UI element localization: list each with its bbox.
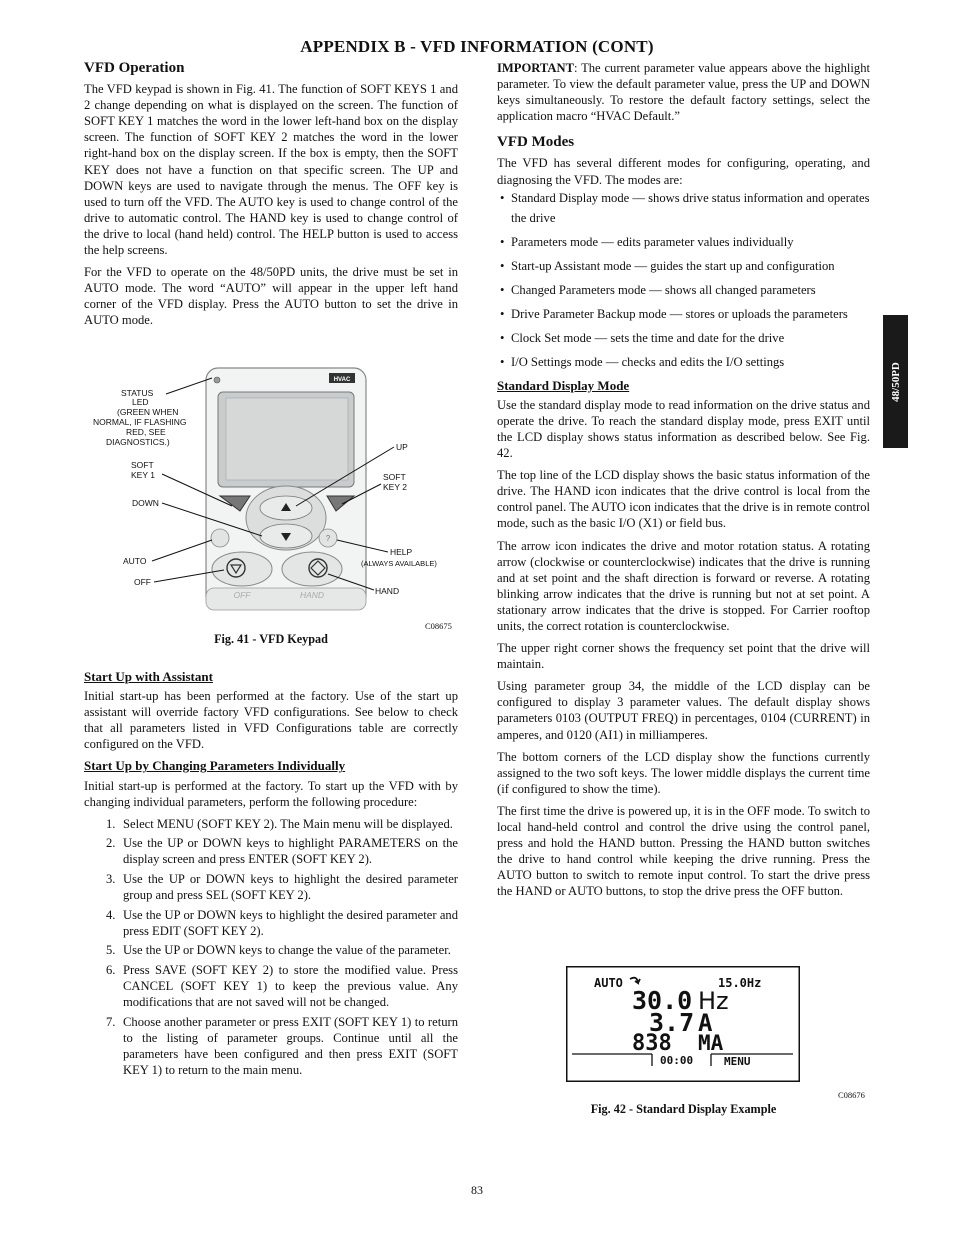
procedure-step: 6. Press SAVE (SOFT KEY 2) to store the modified value. Press CANCEL (SOFT KEY 1) to keep the previous value. Any modifications that are not saved will not be changed.: [106, 963, 458, 1010]
vfd-modes-heading: VFD Modes: [497, 134, 575, 151]
off-key: [212, 552, 272, 586]
procedure-step: 7. Choose another parameter or press EXIT (SOFT KEY 1) to return to the listing of parameter groups. Continue until all the parameters have been configured and then press EXIT (SOFT KEY 1) to return to the main menu.: [106, 1014, 458, 1078]
mode-item: • I/O Settings mode — checks and edits the I/O settings: [497, 352, 870, 372]
important-note: IMPORTANT: The current parameter value appears above the highlight parameter. To view the default parameter value, press the UP and DOWN keys simultaneously. To restore the default factory settings, select the application macro “HVAC Default.”: [497, 61, 870, 124]
procedure-step: 1. Select MENU (SOFT KEY 2). The Main menu will be displayed.: [106, 816, 453, 831]
procedure-step: 5. Use the UP or DOWN keys to change the value of the parameter.: [106, 943, 451, 958]
keypad-base: [206, 588, 366, 610]
startup-params-paragraph: Initial start-up is performed at the factory. To start up the VFD with by changing individual parameters, perform the following procedure:: [84, 778, 458, 809]
lcd-line1-unit: Hz: [698, 987, 729, 1015]
svg-text:KEY 2: KEY 2: [383, 482, 407, 492]
mode-item: • Start-up Assistant mode — guides the start up and configuration: [497, 256, 870, 276]
procedure-step: 3. Use the UP or DOWN keys to highlight the desired parameter group and press SEL (SOFT KEY 2).: [106, 872, 458, 903]
keypad-display-screen: [226, 398, 348, 480]
svg-text:LED: LED: [132, 397, 149, 407]
svg-text:(ALWAYS AVAILABLE): (ALWAYS AVAILABLE): [361, 559, 437, 568]
svg-text:NORMAL, IF FLASHING: NORMAL, IF FLASHING: [93, 417, 187, 427]
up-label: UP: [396, 442, 408, 452]
standard-display-paragraph: Using parameter group 34, the middle of the LCD display can be configured to display 3 parameter values. The default display shows parameters 0103 (OUTPUT FREQ) in percentages, 0104 (CURRENT) in amperes, and 0120 (AI1) in milliamperes.: [497, 679, 870, 742]
page-number: 83: [471, 1183, 483, 1197]
vfd-operation-paragraph-1: The VFD keypad is shown in Fig. 41. The function of SOFT KEYS 1 and 2 change depending on what is displayed on the screen. The function of SOFT KEY 1 matches the word in the lower left-hand box on the display screen. The function of SOFT KEY 2 matches the word in the lower right-hand box on the display screen. If the box is empty, then the SOFT KEY does not have a function on that specific screen. The UP and DOWN keys are used to navigate through the menus. The OFF key is used to turn off the VFD. The AUTO key is used to change control of the drive to automatic control. The HAND key is used to change control of the drive to local (hand held) control. The HELP button is used to access the help screens.: [84, 82, 458, 258]
fig41-id: C08675: [425, 621, 452, 631]
page-title: APPENDIX B - VFD INFORMATION (CONT): [300, 37, 654, 56]
status-label: STATUS: [121, 388, 154, 398]
procedure-step: 2. Use the UP or DOWN keys to highlight PARAMETERS on the display screen and press ENTER (SOFT KEY 2).: [106, 836, 458, 867]
mode-item: • Changed Parameters mode — shows all changed parameters: [497, 280, 870, 300]
procedure-step: 4. Use the UP or DOWN keys to highlight the desired parameter and press EDIT (SOFT KEY 2).: [106, 907, 458, 938]
fig41-caption: Fig. 41 - VFD Keypad: [214, 632, 328, 646]
lcd-softkey2: MENU: [724, 1055, 751, 1068]
svg-text:OFF: OFF: [233, 590, 251, 600]
hvac-badge-text: HVAC: [333, 377, 351, 383]
standard-display-paragraph: The first time the drive is powered up, it is in the OFF mode. To switch to local hand-held control and control the drive using the control panel, press and hold the HAND button. Pressing the HAND button switches the drive to hand control while keeping the drive running. Press the AUTO button to switch to remote input control. To start the drive press the HAND or AUTO buttons, to stop the drive press the OFF button.: [497, 803, 870, 899]
status-led: [214, 377, 220, 383]
standard-display-paragraph: The arrow icon indicates the drive and motor rotation status. A rotating arrow (clockwise or counterclockwise) indicates that the drive is running and at set point and the shaft direction is forward or reverse. A rotating blinking arrow indicates that the drive is running but not at set point. A stationary arrow indicates that the drive is stopped. For Carrier rooftop units, the correct rotation is counterclockwise.: [497, 538, 870, 633]
svg-text:KEY 1: KEY 1: [131, 470, 155, 480]
vfd-operation-paragraph-2: For the VFD to operate on the 48/50PD units, the drive must be set in AUTO mode. The word “AUTO” will appear in the upper left hand corner of the VFD display. Press the AUTO button to set the drive in AUTO mode.: [84, 265, 458, 328]
vfd-operation-heading: VFD Operation: [84, 60, 185, 76]
lcd-line3-value: 838: [632, 1031, 672, 1056]
lcd-mode: AUTO: [594, 976, 623, 990]
svg-text:(GREEN WHEN: (GREEN WHEN: [117, 407, 179, 417]
lcd-line1-value: 30.0: [632, 986, 693, 1015]
help-label: HELP: [390, 547, 413, 557]
side-tab-label: 48/50PD: [889, 361, 902, 402]
fig42-caption: Fig. 42 - Standard Display Example: [590, 1102, 777, 1116]
mode-item: • Standard Display mode — shows drive status information and operates the drive: [497, 188, 870, 228]
fig42-lcd-figure: [566, 966, 800, 1082]
svg-text:DIAGNOSTICS.): DIAGNOSTICS.): [106, 437, 170, 447]
vfd-modes-list: [497, 188, 870, 372]
startup-assistant-paragraph: Initial start-up has been performed at the factory. Use of the start up assistant will override factory VFD configurations. See below to check that all parameters listed in VFD Configurations table are correctly configured on the VFD.: [84, 689, 458, 752]
standard-display-paragraph: Use the standard display mode to read information on the drive status and operate the drive. To reach the standard display mode, press EXIT until the LCD display shows status information as described below. See Fig. 42.: [497, 397, 870, 461]
vfd-modes-intro: The VFD has several different modes for configuring, operating, and diagnosing the VFD. The modes are:: [497, 156, 870, 187]
startup-assistant-heading: Start Up with Assistant: [84, 669, 213, 684]
left-column-bottom: [84, 669, 458, 1082]
left-column-top: [84, 60, 458, 335]
hand-label: HAND: [375, 586, 400, 596]
right-column: [497, 60, 870, 905]
off-label: OFF: [134, 577, 151, 587]
lcd-setpoint: 15.0Hz: [718, 976, 762, 990]
svg-text:RED, SEE: RED, SEE: [126, 427, 166, 437]
lcd-line2-value: 3.7: [649, 1008, 695, 1037]
standard-display-heading: Standard Display Mode: [497, 377, 630, 393]
standard-display-paragraph: The bottom corners of the LCD display show the functions currently assigned to the two soft keys. The lower middle displays the current time (if configured to show the time).: [497, 749, 870, 796]
softkey2-label: SOFT: [383, 472, 406, 482]
mode-item: • Clock Set mode — sets the time and date for the drive: [497, 328, 870, 348]
procedure-steps: [84, 816, 458, 1078]
startup-params-heading: Start Up by Changing Parameters Individually: [84, 758, 346, 774]
softkey1-label: SOFT: [131, 460, 154, 470]
side-tab: [883, 315, 908, 448]
fig41-keypad-figure: [84, 358, 458, 633]
lcd-illustration: [566, 966, 800, 1082]
auto-label: AUTO: [123, 556, 147, 566]
lcd-line2-unit: A: [698, 1009, 713, 1037]
mode-item: • Parameters mode — edits parameter values individually: [497, 232, 870, 252]
standard-display-paragraph: The upper right corner shows the frequency set point that the drive will maintain.: [497, 641, 870, 672]
fig42-id: C08676: [838, 1090, 865, 1100]
lcd-time: 00:00: [660, 1054, 694, 1067]
svg-text:HAND: HAND: [299, 590, 325, 600]
keypad-illustration: [84, 358, 458, 633]
down-label: DOWN: [132, 498, 159, 508]
important-label: IMPORTANT: [497, 61, 574, 75]
auto-key: [211, 529, 229, 547]
svg-text:?: ?: [325, 534, 331, 543]
lcd-line3-unit: MA: [698, 1031, 724, 1055]
mode-item: • Drive Parameter Backup mode — stores or uploads the parameters: [497, 304, 870, 324]
standard-display-paragraph: The top line of the LCD display shows the basic status information of the drive. The HAND icon indicates that the drive control is local from the control panel. The AUTO icon indicates that the drive is in remote control mode, such as the basic I/O (X1) or field bus.: [497, 468, 870, 531]
